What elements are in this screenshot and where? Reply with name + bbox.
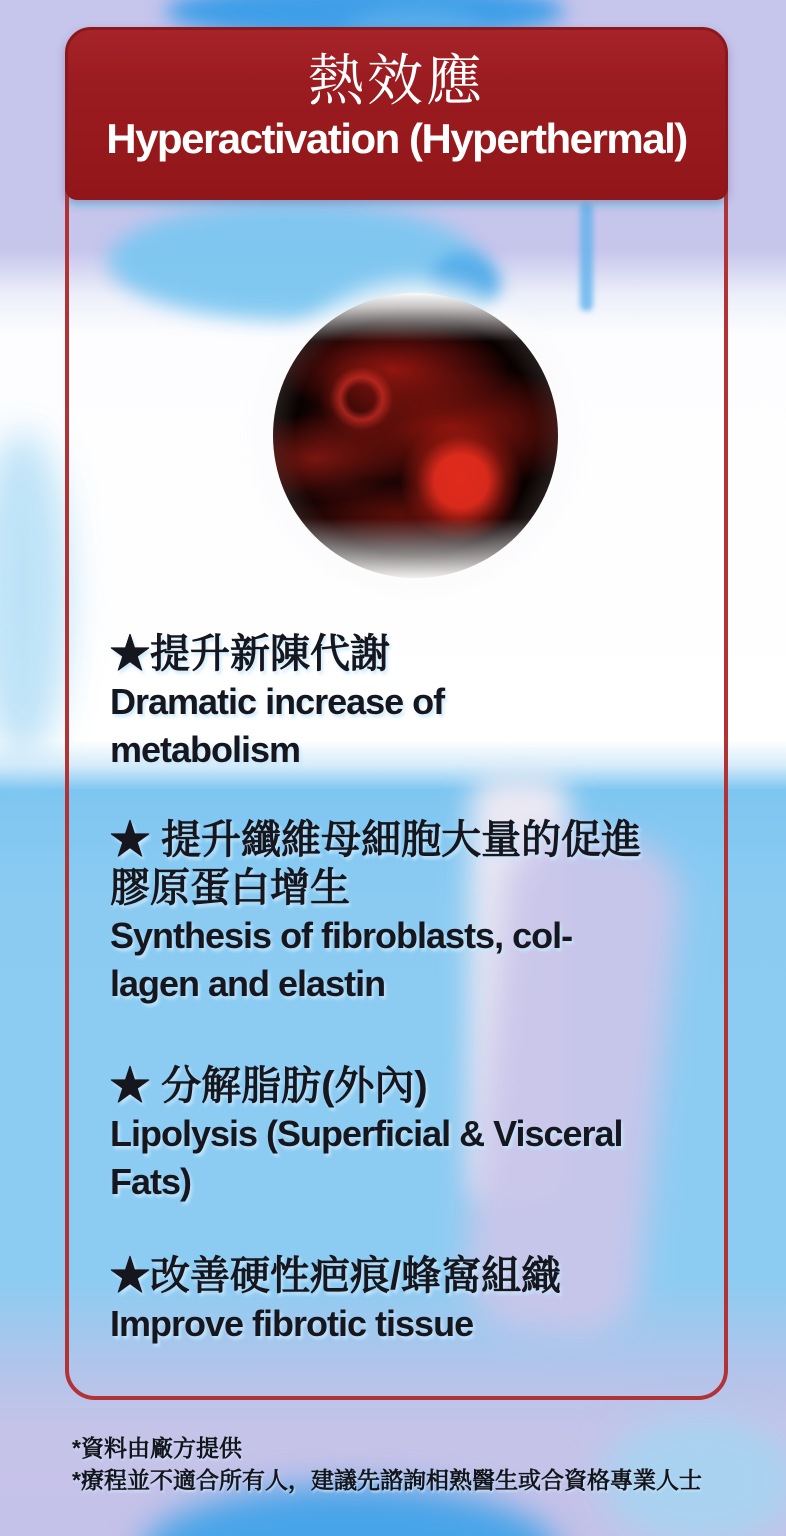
- red-cells-image: [273, 293, 558, 578]
- benefit-collagen: [110, 816, 710, 1008]
- benefit-line-en: metabolism: [110, 729, 301, 770]
- benefit-line-en: lagen and elastin: [110, 963, 386, 1004]
- benefit-line-en: Lipolysis (Superficial & Visceral: [110, 1113, 623, 1154]
- benefit-line-en: Dramatic increase of: [110, 681, 445, 722]
- benefit-line-zh: ★改善硬性疤痕/蜂窩組織: [110, 1254, 562, 1298]
- benefit-line-en: Synthesis of fibroblasts, col-: [110, 915, 573, 956]
- benefit-line-zh: ★提升新陳代謝: [110, 632, 390, 676]
- benefit-metabolism: [110, 630, 710, 774]
- benefit-line-en: Fats): [110, 1161, 192, 1202]
- disclaimer-line-1: *資料由廠方提供: [72, 1435, 242, 1461]
- benefit-lipolysis: [110, 1062, 710, 1206]
- benefit-line-zh: 膠原蛋白增生: [110, 866, 350, 910]
- benefit-line-zh: ★ 分解脂肪(外內): [110, 1064, 428, 1108]
- title-english: Hyperactivation (Hyperthermal): [106, 115, 687, 162]
- disclaimer-line-2: *療程並不適合所有人，建議先諮詢相熟醫生或合資格專業人士: [72, 1467, 702, 1493]
- benefit-line-en: Improve fibrotic tissue: [110, 1303, 474, 1344]
- disclaimer: [72, 1432, 732, 1496]
- benefit-fibrotic: [110, 1252, 710, 1348]
- header-banner: [65, 27, 728, 200]
- title-chinese: 熱效應: [308, 49, 485, 112]
- background-blob-left: [0, 430, 70, 760]
- benefit-line-zh: ★ 提升纖維母細胞大量的促進: [110, 818, 642, 862]
